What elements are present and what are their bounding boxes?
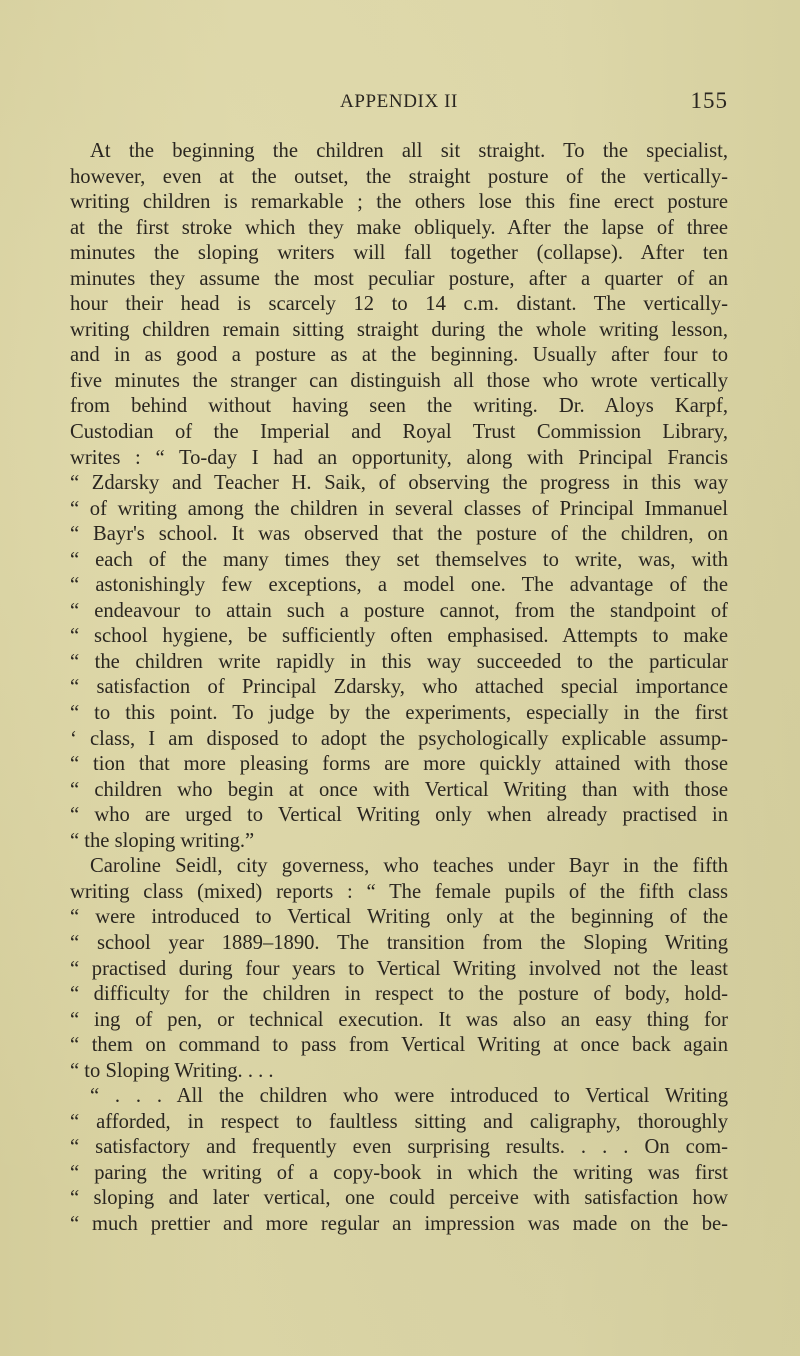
text-line: “ school hygiene, be sufficiently often emphasised. Attempts to make xyxy=(70,625,728,648)
text-line: “ afforded, in respect to faultless sitting and caligraphy, thoroughly xyxy=(70,1110,728,1133)
text-line: “ the children write rapidly in this way succeeded to the particular xyxy=(70,650,728,673)
text-line: “ endeavour to attain such a posture cannot, from the standpoint of xyxy=(70,599,728,622)
text-line: “ difficulty for the children in respect to the posture of body, hold- xyxy=(70,983,728,1006)
text-line: “ sloping and later vertical, one could perceive with satisfaction how xyxy=(70,1187,728,1210)
text-line: “ children who begin at once with Vertical Writing than with those xyxy=(70,778,728,801)
text-line: “ who are urged to Vertical Writing only when already practised in xyxy=(70,804,728,827)
text-line: “ each of the many times they set themselves to write, was, with xyxy=(70,548,728,571)
text-line: hour their head is scarcely 12 to 14 c.m. distant. The vertically- xyxy=(70,293,728,316)
text-line: “ Zdarsky and Teacher H. Saik, of observing the progress in this way xyxy=(70,472,728,495)
text-line: “ them on command to pass from Vertical Writing at once back again xyxy=(70,1034,728,1057)
text-line: “ much prettier and more regular an impression was made on the be- xyxy=(70,1212,728,1235)
running-head xyxy=(70,88,728,118)
text-line: “ satisfactory and frequently even surprising results. . . . On com- xyxy=(70,1136,728,1159)
text-line: “ tion that more pleasing forms are more quickly attained with those xyxy=(70,753,728,776)
page-number: 155 xyxy=(690,88,728,113)
text-line: “ ing of pen, or technical execution. It was also an easy thing for xyxy=(70,1008,728,1031)
text-line: Caroline Seidl, city governess, who teaches under Bayr in the fifth xyxy=(90,855,728,878)
text-line: minutes they assume the most peculiar posture, after a quarter of an xyxy=(70,267,728,290)
text-line: writing children remain sitting straight during the whole writing lesson, xyxy=(70,318,728,341)
text-line: “ to this point. To judge by the experiments, especially in the first xyxy=(70,702,728,725)
text-line: and in as good a posture as at the beginning. Usually after four to xyxy=(70,344,728,367)
text-line: “ the sloping writing.” xyxy=(70,829,255,852)
text-line: at the first stroke which they make obliquely. After the lapse of three xyxy=(70,216,728,239)
text-line: from behind without having seen the writing. Dr. Aloys Karpf, xyxy=(70,395,728,418)
text-line: “ Bayr's school. It was observed that the posture of the children, on xyxy=(70,523,728,546)
text-line: Custodian of the Imperial and Royal Trust Commission Library, xyxy=(70,421,728,444)
running-title: APPENDIX II xyxy=(340,91,458,112)
text-line: “ paring the writing of a copy-book in which the writing was first xyxy=(70,1161,728,1184)
text-line: “ astonishingly few exceptions, a model one. The advantage of the xyxy=(70,574,728,597)
text-line: writing children is remarkable ; the others lose this fine erect posture xyxy=(70,191,728,214)
text-line: minutes the sloping writers will fall together (collapse). After ten xyxy=(70,242,728,265)
text-line: “ . . . All the children who were introduced to Vertical Writing xyxy=(90,1085,728,1108)
text-line: however, even at the outset, the straight posture of the vertically- xyxy=(70,165,728,188)
text-line: At the beginning the children all sit straight. To the specialist, xyxy=(90,140,728,162)
text-line: “ to Sloping Writing. . . . xyxy=(70,1059,274,1082)
text-line: “ satisfaction of Principal Zdarsky, who attached special importance xyxy=(70,676,728,699)
body-text xyxy=(70,139,728,1238)
text-line: ‘ class, I am disposed to adopt the psychologically explicable assump- xyxy=(70,727,728,750)
text-line: five minutes the stranger can distinguish all those who wrote vertically xyxy=(70,369,728,392)
text-line: “ were introduced to Vertical Writing only at the beginning of the xyxy=(70,906,728,929)
text-line: writing class (mixed) reports : “ The female pupils of the fifth class xyxy=(70,880,728,903)
text-line: “ practised during four years to Vertical Writing involved not the least xyxy=(70,957,728,980)
text-line: “ school year 1889–1890. The transition from the Sloping Writing xyxy=(70,931,728,954)
text-line: writes : “ To-day I had an opportunity, along with Principal Francis xyxy=(70,446,728,469)
text-line: “ of writing among the children in several classes of Principal Immanuel xyxy=(70,497,728,520)
